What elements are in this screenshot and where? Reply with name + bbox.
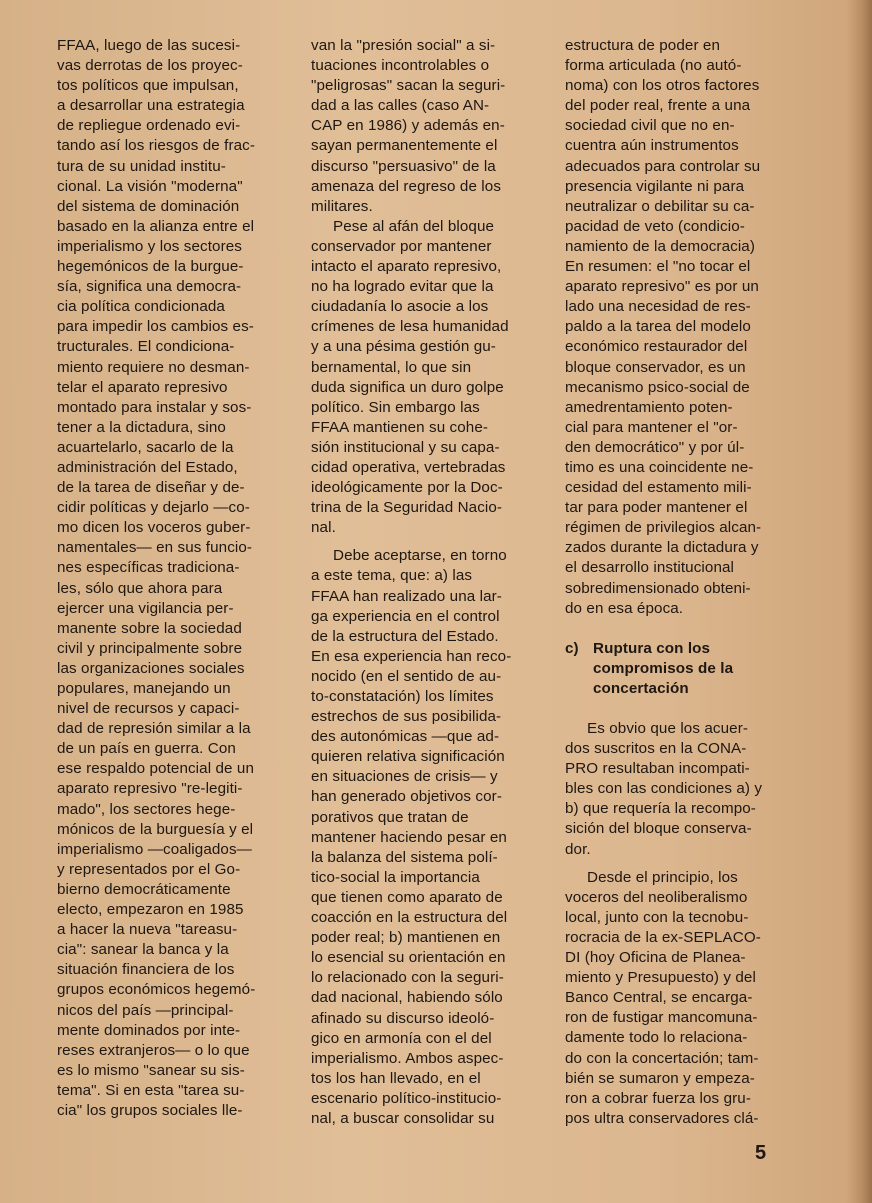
text-line: reses extranjeros— o lo que [57, 1041, 250, 1059]
text-line: nes específicas tradiciona- [57, 559, 240, 577]
text-line: de la tarea de diseñar y de- [57, 479, 245, 497]
text-line: mado", los sectores hege- [57, 800, 236, 818]
text-line: dad de represión similar a la [57, 720, 251, 738]
text-line: Debe aceptarse, en torno [333, 547, 507, 565]
text-line: sayan permanentemente el [311, 137, 498, 155]
text-line: van la "presión social" a si- [311, 37, 496, 54]
text-line: coacción en la estructura del [311, 909, 508, 927]
text-line: les, sólo que ahora para [57, 579, 223, 597]
text-line: tico-social la importancia [311, 868, 480, 886]
text-line: cuentra aún instrumentos [565, 137, 739, 155]
text-column-3 [565, 36, 797, 1129]
text-line: bién se sumaron y empeza- [565, 1069, 755, 1087]
text-line: cia política condicionada [57, 298, 225, 316]
text-line: paldo a la tarea del modelo [565, 318, 751, 336]
text-line: ron de fustigar mancomuna- [565, 1009, 758, 1027]
text-line: el desarrollo institucional [565, 559, 735, 577]
text-line: tar para poder mantener el [565, 499, 748, 517]
text-line: voceros del neoliberalismo [565, 888, 748, 906]
paragraph [57, 36, 289, 1121]
text-line: escenario político-institucio- [311, 1089, 502, 1107]
text-line: que tienen como aparato de [311, 888, 503, 906]
text-line: para impedir los cambios es- [57, 318, 254, 336]
text-line: es lo mismo "sanear su sis- [57, 1061, 245, 1079]
text-line: tura de su unidad institu- [57, 157, 226, 175]
text-line: cial para mantener el "or- [565, 418, 738, 436]
text-line: las organizaciones sociales [57, 659, 245, 677]
text-line: hegemónicos de la burgue- [57, 258, 244, 276]
text-line: discurso "persuasivo" de la [311, 157, 496, 175]
text-line: sociedad civil que no en- [565, 117, 735, 135]
text-line: tener a la dictadura, sino [57, 418, 226, 436]
text-line: ron a cobrar fuerza los gru- [565, 1089, 751, 1107]
paragraph [565, 868, 797, 1129]
text-line: b) que requería la recompo- [565, 800, 756, 818]
text-column-2 [311, 36, 542, 1129]
text-line: poder real; b) mantienen en [311, 929, 501, 947]
text-line: amenaza del regreso de los [311, 177, 502, 195]
text-line: a hacer la nueva "tareasu- [57, 921, 238, 939]
text-line: cia" los grupos sociales lle- [57, 1101, 243, 1119]
text-line: populares, manejando un [57, 680, 231, 697]
text-line: nivel de recursos y capaci- [57, 700, 240, 718]
text-line: adecuados para controlar su [565, 157, 761, 175]
text-line: administración del Estado, [57, 458, 238, 476]
section-heading [565, 639, 797, 699]
text-line: Desde el principio, los [587, 868, 738, 886]
text-line: manente sobre la sociedad [57, 619, 242, 637]
text-line: civil y principalmente sobre [57, 639, 243, 657]
text-line: mente dominados por inte- [57, 1021, 241, 1039]
text-line: lo relacionado con la seguri- [311, 969, 504, 987]
text-line: nal. [311, 519, 336, 537]
text-line: FFAA, luego de las sucesi- [57, 37, 241, 54]
text-line: timo es una coincidente ne- [565, 458, 754, 476]
text-line: ga experiencia en el control [311, 607, 500, 625]
text-line: do en esa época. [565, 599, 684, 617]
text-line: noma) con los otros factores [565, 77, 760, 95]
text-line: local, junto con la tecnobu- [565, 908, 749, 926]
text-line: miento y Presupuesto) y del [565, 969, 756, 987]
text-line: y a una pésima gestión gu- [311, 338, 496, 356]
text-line: namentales— en sus funcio- [57, 539, 253, 557]
text-line: tos políticos que impulsan, [57, 77, 239, 95]
text-line: "peligrosas" sacan la seguri- [311, 77, 506, 95]
page-edge-shadow [846, 0, 872, 1203]
text-line: sobredimensionado obteni- [565, 579, 751, 597]
text-line: En esa experiencia han reco- [311, 647, 512, 665]
text-line: porativos que tratan de [311, 808, 469, 826]
text-line: lo esencial su orientación en [311, 949, 506, 967]
text-line: en situaciones de crisis— y [311, 768, 498, 786]
text-line: grupos económicos hegemó- [57, 981, 256, 999]
text-line: Pese al afán del bloque [333, 217, 495, 235]
text-line: zados durante la dictadura y [565, 539, 759, 557]
text-line: presencia vigilante ni para [565, 177, 745, 195]
text-line: mo dicen los voceros guber- [57, 519, 251, 537]
text-line: namiento de la democracia) [565, 237, 756, 255]
paragraph [311, 546, 542, 1129]
text-line: aparato represivo "re-legiti- [57, 780, 243, 798]
text-line: ciudadanía lo asocie a los [311, 298, 489, 316]
text-line: aparato represivo" es por un [565, 278, 759, 296]
text-line: sión institucional y su capa- [311, 438, 500, 456]
text-line: imperialismo —coaligados— [57, 840, 252, 858]
text-line: mantener haciendo pesar en [311, 828, 507, 846]
text-line: la balanza del sistema polí- [311, 848, 498, 866]
text-line: Banco Central, se encarga- [565, 989, 753, 1007]
text-line: han generado objetivos cor- [311, 788, 502, 806]
text-line: vas derrotas de los proyec- [57, 57, 243, 75]
page-number: 5 [755, 1142, 767, 1164]
paragraph [311, 217, 542, 539]
text-line: do con la concertación; tam- [565, 1049, 759, 1067]
text-line: sición del bloque conserva- [565, 820, 752, 838]
text-line: gico en armonía con el del [311, 1029, 492, 1047]
text-line: crímenes de lesa humanidad [311, 318, 509, 336]
text-line: de un país en guerra. Con [57, 740, 236, 758]
text-line: PRO resultaban incompati- [565, 760, 750, 778]
text-line: afinado su discurso ideoló- [311, 1009, 495, 1027]
text-line: nicos del país —principal- [57, 1001, 234, 1019]
text-line: régimen de privilegios alcan- [565, 519, 762, 537]
text-line: político. Sin embargo las [311, 398, 480, 416]
text-line: ejercer una vigilancia per- [57, 599, 234, 617]
text-line: cidad operativa, vertebradas [311, 458, 506, 476]
text-line: compromisos de la [593, 659, 734, 677]
text-line: ese respaldo potencial de un [57, 760, 255, 778]
text-line: bles con las condiciones a) y [565, 780, 763, 798]
text-line: imperialismo. Ambos aspec- [311, 1049, 504, 1067]
paragraph [311, 36, 542, 217]
text-line: den democrático" y por úl- [565, 438, 745, 456]
text-line: estructura de poder en [565, 37, 721, 54]
text-line: cional. La visión "moderna" [57, 177, 243, 195]
text-line: damente todo lo relaciona- [565, 1029, 748, 1047]
text-line: intacto el aparato represivo, [311, 258, 502, 276]
text-line: rocracia de la ex-SEPLACO- [565, 928, 761, 946]
text-line: a desarrollar una estrategia [57, 97, 245, 115]
text-line: tos los han llevado, en el [311, 1069, 481, 1087]
paragraph [565, 719, 797, 860]
text-line: dad nacional, habiendo sólo [311, 989, 503, 1007]
text-line: bernamental, lo que sin [311, 358, 472, 376]
text-line: conservador por mantener [311, 237, 492, 255]
text-line: bierno democráticamente [57, 880, 231, 898]
text-line: del sistema de dominación [57, 197, 240, 215]
section-marker: c) [565, 639, 579, 657]
text-line: forma articulada (no autó- [565, 57, 742, 75]
text-line: a este tema, que: a) las [311, 567, 473, 585]
text-line: del poder real, frente a una [565, 97, 751, 115]
text-line: económico restaurador del [565, 338, 748, 356]
text-line: estrechos de sus posibilida- [311, 708, 502, 726]
text-line: nal, a buscar consolidar su [311, 1109, 495, 1127]
text-line: to-constatación) los límites [311, 688, 494, 705]
text-line: neutralizar o debilitar su ca- [565, 197, 755, 215]
paragraph [565, 36, 797, 619]
text-line: imperialismo y los sectores [57, 237, 243, 255]
text-line: cesidad del estamento mili- [565, 479, 752, 497]
text-line: tando así los riesgos de frac- [57, 137, 256, 155]
text-line: cidir políticas y dejarlo —co- [57, 499, 250, 517]
text-line: lado una necesidad de res- [565, 298, 751, 316]
text-line: tuaciones incontrolables o [311, 57, 490, 75]
text-line: situación financiera de los [57, 961, 235, 979]
text-line: mecanismo psico-social de [565, 378, 750, 396]
text-line: dad a las calles (caso AN- [311, 97, 490, 115]
text-line: concertación [593, 679, 689, 697]
text-line: de repliegue ordenado evi- [57, 117, 241, 135]
text-line: militares. [311, 197, 373, 215]
text-line: basado en la alianza entre el [57, 217, 255, 235]
text-column-1 [57, 36, 289, 1121]
section-heading-text [593, 639, 797, 699]
text-line: de la estructura del Estado. [311, 627, 499, 645]
text-line: cia": sanear la banca y la [57, 941, 229, 959]
text-line: En resumen: el "no tocar el [565, 258, 751, 276]
text-line: Ruptura con los [593, 639, 711, 657]
text-line: quieren relativa significación [311, 748, 505, 766]
text-line: mónicos de la burguesía y el [57, 820, 254, 838]
text-line: des autonómicas —que ad- [311, 728, 500, 746]
text-line: electo, empezaron en 1985 [57, 901, 244, 919]
text-line: trina de la Seguridad Nacio- [311, 499, 503, 517]
text-line: tema". Si en esta "tarea su- [57, 1081, 245, 1099]
text-line: pos ultra conservadores clá- [565, 1109, 759, 1127]
text-line: ideológicamente por la Doc- [311, 479, 503, 497]
text-line: dor. [565, 840, 591, 858]
text-line: tructurales. El condiciona- [57, 338, 235, 356]
text-line: no ha logrado evitar que la [311, 278, 494, 296]
text-line: CAP en 1986) y además en- [311, 117, 505, 135]
text-line: duda significa un duro golpe [311, 378, 504, 396]
text-line: montado para instalar y sos- [57, 398, 252, 416]
text-line: acuartelarlo, sacarlo de la [57, 438, 234, 456]
text-line: dos suscritos en la CONA- [565, 740, 747, 758]
text-line: telar el aparato represivo [57, 378, 228, 396]
text-line: miento requiere no desman- [57, 358, 250, 376]
text-line: FFAA mantienen su cohe- [311, 418, 489, 436]
text-line: FFAA han realizado una lar- [311, 587, 502, 605]
text-line: y representados por el Go- [57, 860, 241, 878]
text-line: nocido (en el sentido de au- [311, 667, 502, 685]
text-line: bloque conservador, es un [565, 358, 746, 376]
text-line: DI (hoy Oficina de Planea- [565, 949, 746, 967]
text-line: Es obvio que los acuer- [587, 720, 749, 737]
text-line: sía, significa una democra- [57, 278, 242, 296]
text-line: pacidad de veto (condicio- [565, 217, 745, 235]
text-line: amedrentamiento poten- [565, 398, 733, 416]
